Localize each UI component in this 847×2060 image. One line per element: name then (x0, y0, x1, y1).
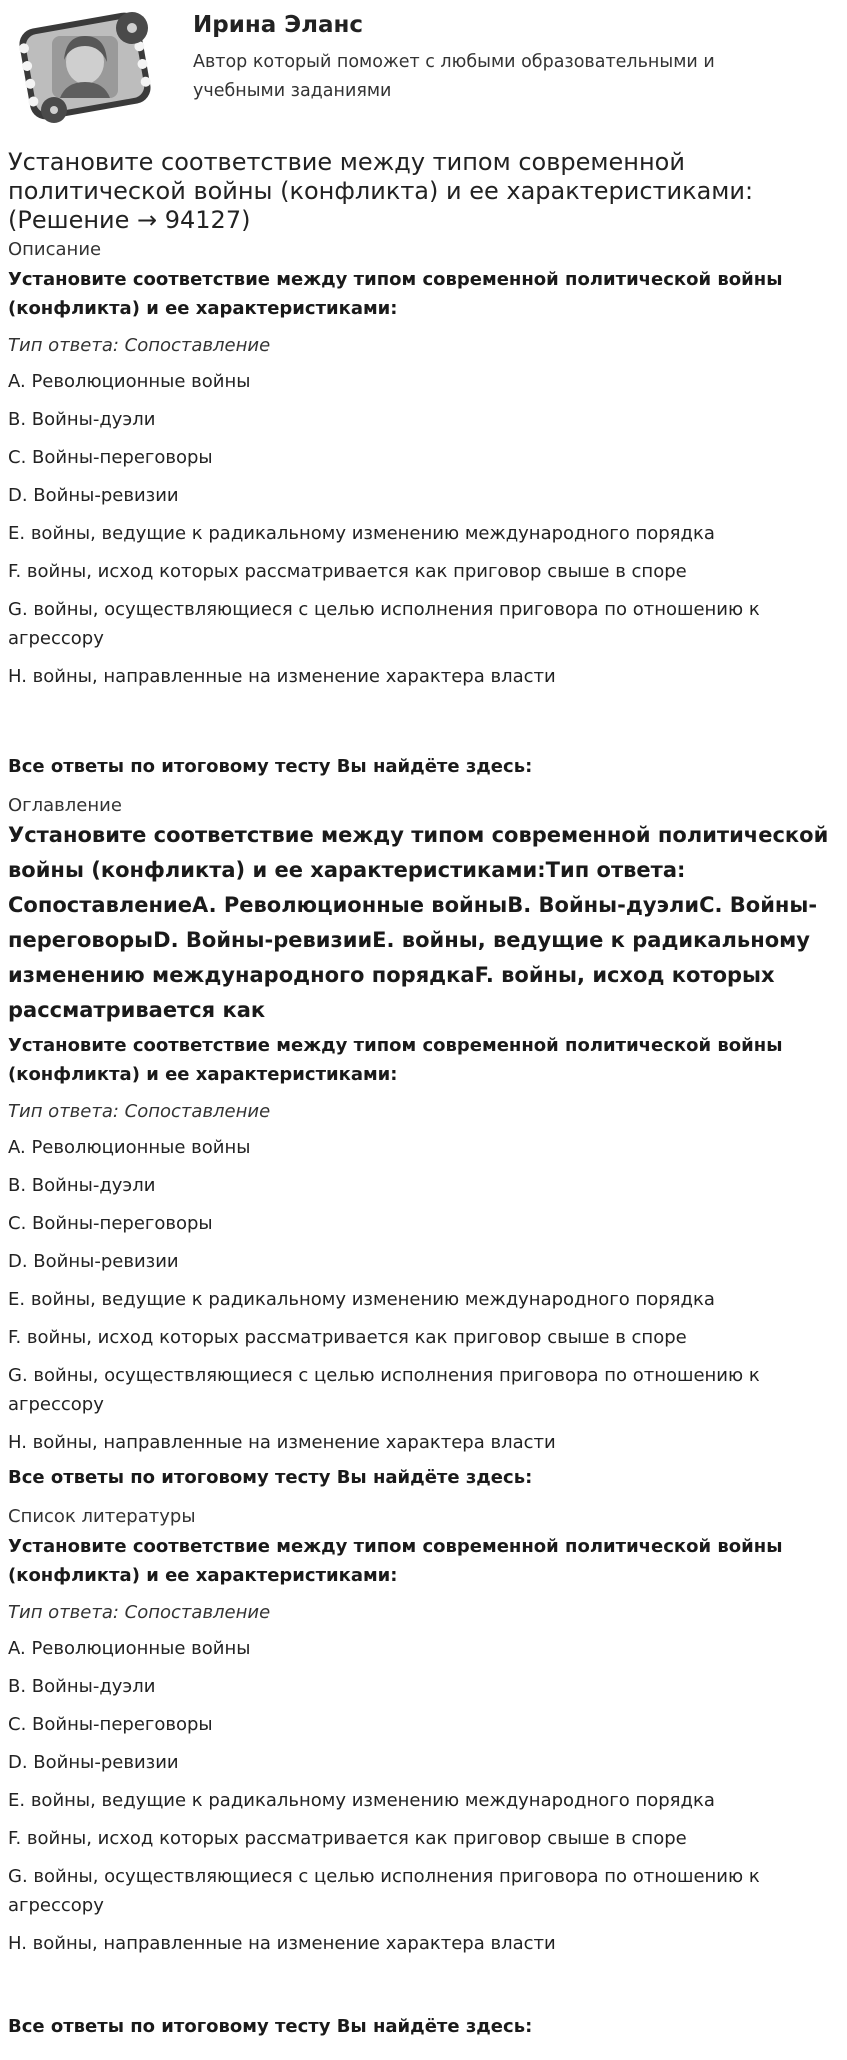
option-item: E. войны, ведущие к радикальному изменению международного порядка (8, 1289, 715, 1310)
option-item: D. Войны-ревизии (8, 1752, 179, 1773)
option-item: D. Войны-ревизии (8, 1251, 179, 1272)
option-item: E. войны, ведущие к радикальному изменению международного порядка (8, 1790, 715, 1811)
option-item: C. Войны-переговоры (8, 447, 213, 468)
section-label-description: Описание (8, 239, 102, 260)
toc-heading: Установите соответствие между типом современной политической войны (конфликта) и ее характеристиками:Тип ответа: СопоставлениеA. Революционные войныB. Войны-дуэлиC. Войны-переговорыD. Войны-ревизииE. войны, ведущие к радикальному изменению международного порядкаF. войны, исход которых рассматривается как (8, 823, 829, 1022)
option-item: F. войны, исход которых рассматривается как приговор свыше в споре (8, 561, 687, 582)
section-label-references: Список литературы (8, 1506, 196, 1527)
option-item: A. Революционные войны (8, 371, 251, 392)
option-item: G. войны, осуществляющиеся с целью исполнения приговора по отношению к агрессору (8, 1866, 760, 1916)
option-item: G. войны, осуществляющиеся с целью исполнения приговора по отношению к агрессору (8, 599, 760, 649)
question-text: Установите соответствие между типом современной политической войны (конфликта) и ее характеристиками: (8, 269, 783, 319)
option-item: D. Войны-ревизии (8, 485, 179, 506)
option-item: G. войны, осуществляющиеся с целью исполнения приговора по отношению к агрессору (8, 1365, 760, 1415)
question-text: Установите соответствие между типом современной политической войны (конфликта) и ее характеристиками: (8, 1035, 783, 1085)
author-description: Автор который поможет с любыми образовательными и учебными заданиями (193, 52, 715, 101)
option-item: F. войны, исход которых рассматривается как приговор свыше в споре (8, 1327, 687, 1348)
option-item: B. Войны-дуэли (8, 1175, 156, 1196)
option-item: F. войны, исход которых рассматривается как приговор свыше в споре (8, 1828, 687, 1849)
option-item: H. войны, направленные на изменение характера власти (8, 1432, 556, 1453)
option-item: A. Революционные войны (8, 1638, 251, 1659)
answer-type: Тип ответа: Сопоставление (8, 335, 271, 356)
section-label-toc: Оглавление (8, 795, 122, 816)
page-title: Установите соответствие между типом современной политической войны (конфликта) и ее характеристиками: (Решение → 94127) (8, 148, 754, 234)
answer-type: Тип ответа: Сопоставление (8, 1101, 271, 1122)
answers-link[interactable]: Все ответы по итоговому тесту Вы найдёте здесь: (8, 1467, 533, 1488)
option-item: B. Войны-дуэли (8, 1676, 156, 1697)
references-section (8, 1505, 838, 1958)
option-item: H. войны, направленные на изменение характера власти (8, 1933, 556, 1954)
answers-link[interactable]: Все ответы по итоговому тесту Вы найдёте здесь: (8, 756, 533, 777)
option-item: B. Войны-дуэли (8, 409, 156, 430)
question-text: Установите соответствие между типом современной политической войны (конфликта) и ее характеристиками: (8, 1536, 783, 1586)
author-avatar (14, 6, 156, 126)
option-item: A. Революционные войны (8, 1137, 251, 1158)
toc-section (8, 794, 838, 1457)
author-name: Ирина Эланс (193, 12, 364, 38)
option-item: E. войны, ведущие к радикальному изменению международного порядка (8, 523, 715, 544)
description-section (8, 238, 838, 691)
option-item: H. войны, направленные на изменение характера власти (8, 666, 556, 687)
author-block (8, 0, 839, 140)
answer-type: Тип ответа: Сопоставление (8, 1602, 271, 1623)
option-item: C. Войны-переговоры (8, 1213, 213, 1234)
option-item: C. Войны-переговоры (8, 1714, 213, 1735)
answers-link[interactable]: Все ответы по итоговому тесту Вы найдёте здесь: (8, 2016, 533, 2037)
